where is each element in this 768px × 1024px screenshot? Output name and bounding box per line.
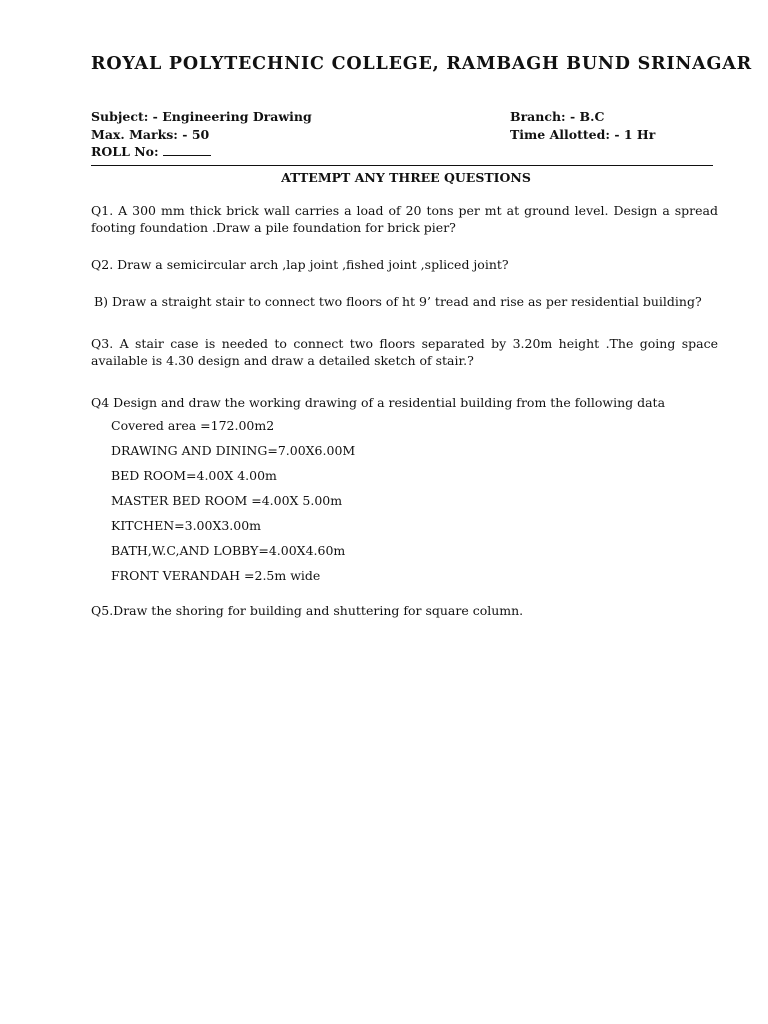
- question-3: Q3. A stair case is needed to connect two floors separated by 3.20m height .The going space available is 4.30 design and draw a detailed sketch of stair.?: [91, 336, 718, 368]
- question-4-data-list: [111, 418, 355, 593]
- college-title: ROYAL POLYTECHNIC COLLEGE, RAMBAGH BUND SRINAGAR: [91, 54, 752, 74]
- question-2b: B) Draw a straight stair to connect two floors of ht 9’ tread and rise as per residential building?: [94, 294, 702, 309]
- list-item: FRONT VERANDAH =2.5m wide: [111, 568, 321, 583]
- exam-meta-left: [91, 108, 312, 161]
- list-item: BED ROOM=4.00X 4.00m: [111, 468, 277, 483]
- list-item: KITCHEN=3.00X3.00m: [111, 518, 262, 533]
- list-item: DRAWING AND DINING=7.00X6.00M: [111, 443, 356, 458]
- question-4: Q4 Design and draw the working drawing of a residential building from the following data: [91, 395, 666, 410]
- exam-meta-right: [510, 108, 655, 143]
- branch-label: Branch: - B.C: [510, 109, 605, 124]
- list-item: MASTER BED ROOM =4.00X 5.00m: [111, 493, 343, 508]
- header-divider: [91, 165, 713, 166]
- roll-no-field: [91, 143, 312, 161]
- subject-label: Subject: - Engineering Drawing: [91, 109, 312, 124]
- list-item: Covered area =172.00m2: [111, 418, 275, 433]
- roll-no-label: ROLL No:: [91, 144, 163, 159]
- max-marks-label: Max. Marks: - 50: [91, 126, 210, 142]
- question-5: Q5.Draw the shoring for building and shuttering for square column.: [91, 603, 524, 618]
- time-allotted-label: Time Allotted: - 1 Hr: [510, 126, 656, 142]
- roll-no-blank: [163, 143, 211, 156]
- question-1: Q1. A 300 mm thick brick wall carries a load of 20 tons per mt at ground level. Design a spread footing foundation .Draw a pile foundation for brick pier?: [91, 203, 718, 235]
- question-2: Q2. Draw a semicircular arch ,lap joint ,fished joint ,spliced joint?: [91, 257, 509, 272]
- instruction-heading: ATTEMPT ANY THREE QUESTIONS: [281, 170, 531, 185]
- list-item: BATH,W.C,AND LOBBY=4.00X4.60m: [111, 543, 346, 558]
